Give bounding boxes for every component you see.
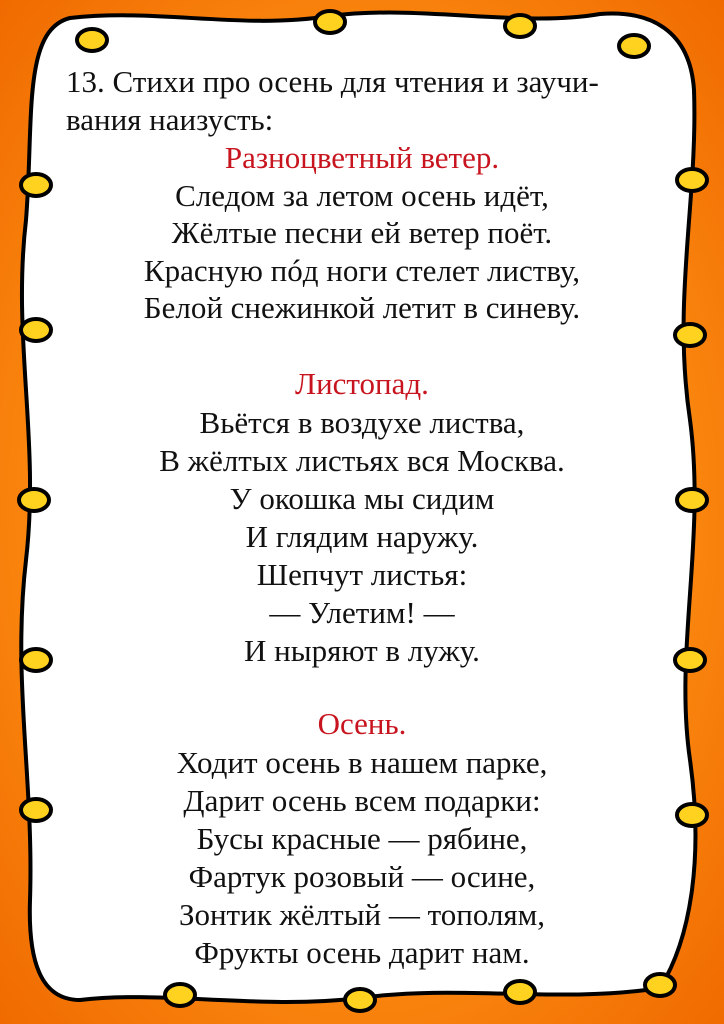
poem-title-2: Листопад. bbox=[295, 366, 429, 401]
poem-3-line-5: Зонтик жёлтый — тополям, bbox=[178, 897, 546, 932]
poem-2-line-7: И ныряют в лужу. bbox=[244, 633, 480, 668]
poem-2-line-2: В жёлтых листьях вся Москва. bbox=[159, 443, 565, 478]
poem-3-line-3: Бусы красные — рябине, bbox=[196, 821, 528, 856]
poem-3-line-1: Ходит осень в нашем парке, bbox=[176, 745, 548, 780]
heading-line-2: вания наизусть: bbox=[66, 102, 274, 137]
poem-1-line-1: Следом за летом осень идёт, bbox=[175, 178, 549, 213]
poem-2-line-4: И глядим наружу. bbox=[245, 519, 479, 554]
poem-2-line-3: У окошка мы сидим bbox=[229, 481, 495, 516]
poem-3-line-6: Фрукты осень дарит нам. bbox=[194, 935, 530, 970]
poem-3-line-4: Фартук розовый — осине, bbox=[188, 859, 536, 894]
poem-1-line-4: Белой снежинкой летит в синеву. bbox=[143, 290, 581, 325]
poem-2-line-6: — Улетим! — bbox=[269, 595, 455, 630]
poem-1-line-3: Красную пóд ноги стелет листву, bbox=[143, 253, 581, 288]
poem-title-3: Осень. bbox=[317, 706, 407, 741]
poem-1-line-2: Жёлтые песни ей ветер поёт. bbox=[171, 215, 553, 250]
heading-line-1: 13. Стихи про осень для чтения и заучи- bbox=[66, 64, 599, 99]
poem-2-line-5: Шепчут листья: bbox=[256, 557, 468, 592]
poem-title-1: Разноцветный ветер. bbox=[224, 140, 500, 175]
poem-3-line-2: Дарит осень всем подарки: bbox=[183, 783, 541, 818]
poem-2-line-1: Вьётся в воздухе листва, bbox=[199, 405, 525, 440]
